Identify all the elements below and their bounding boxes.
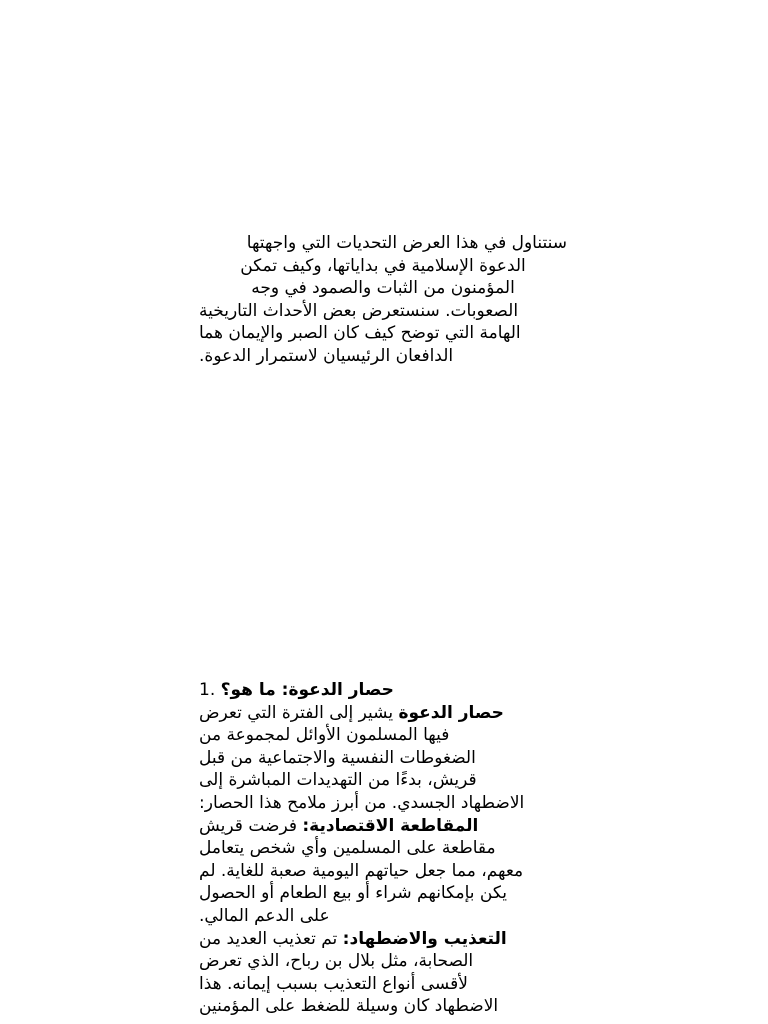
economic-boycott-text: فرضت قريش (199, 815, 303, 836)
intro-line: المؤمنون من الثبات والصمود في وجه (251, 278, 515, 299)
section-heading-text: حصار الدعوة: ما هو؟ (220, 680, 394, 700)
section-number: 1. (199, 680, 221, 700)
intro-line: الصعوبات. سنستعرض بعض الأحداث التاريخية (199, 300, 519, 321)
intro-line: الدعوة الإسلامية في بداياتها، وكيف تمكن (240, 255, 526, 276)
definition-line: :الاضطهاد الجسدي. من أبرز ملامح هذا الحصار (199, 792, 525, 813)
torture-text: تم تعذيب العديد من (199, 928, 343, 949)
intro-line: .الدافعان الرئيسيان لاستمرار الدعوة (199, 345, 454, 366)
definition-line: الضغوطات النفسية والاجتماعية من قبل (199, 747, 476, 768)
intro-line: سنتناول في هذا العرض التحديات التي واجهتها (246, 233, 567, 253)
economic-boycott-line: يكن بإمكانهم شراء أو بيع الطعام أو الحصول (199, 883, 507, 904)
definition-line: فيها المسلمون الأوائل لمجموعة من (199, 725, 450, 746)
definition-first-line (199, 702, 567, 725)
section-siege (199, 679, 567, 1018)
definition-term: حصار الدعوة (398, 702, 504, 723)
economic-boycott-line: .على الدعم المالي (199, 905, 330, 926)
torture-first-line (199, 928, 567, 951)
intro-line: الهامة التي توضح كيف كان الصبر والإيمان هما (199, 323, 521, 344)
torture-line: الصحابة، مثل بلال بن رباح، الذي تعرض (199, 951, 474, 972)
economic-boycott-line: مقاطعة على المسلمين وأي شخص يتعامل (199, 838, 496, 859)
economic-boycott-first-line (199, 815, 567, 838)
economic-boycott-term: المقاطعة الاقتصادية: (302, 815, 479, 836)
torture-line: لأقسى أنواع التعذيب بسبب إيمانه. هذا (199, 973, 468, 994)
definition-text: يشير إلى الفترة التي تعرض (199, 702, 399, 723)
economic-boycott-line: معهم، مما جعل حياتهم اليومية صعبة للغاية. لم (199, 860, 524, 881)
intro-paragraph (199, 232, 567, 368)
definition-line: قريش، بدءًا من التهديدات المباشرة إلى (199, 770, 477, 791)
torture-line: الاضطهاد كان وسيلة للضغط على المؤمنين (199, 996, 499, 1017)
torture-term: التعذيب والاضطهاد: (342, 928, 507, 949)
section-heading (199, 679, 567, 702)
